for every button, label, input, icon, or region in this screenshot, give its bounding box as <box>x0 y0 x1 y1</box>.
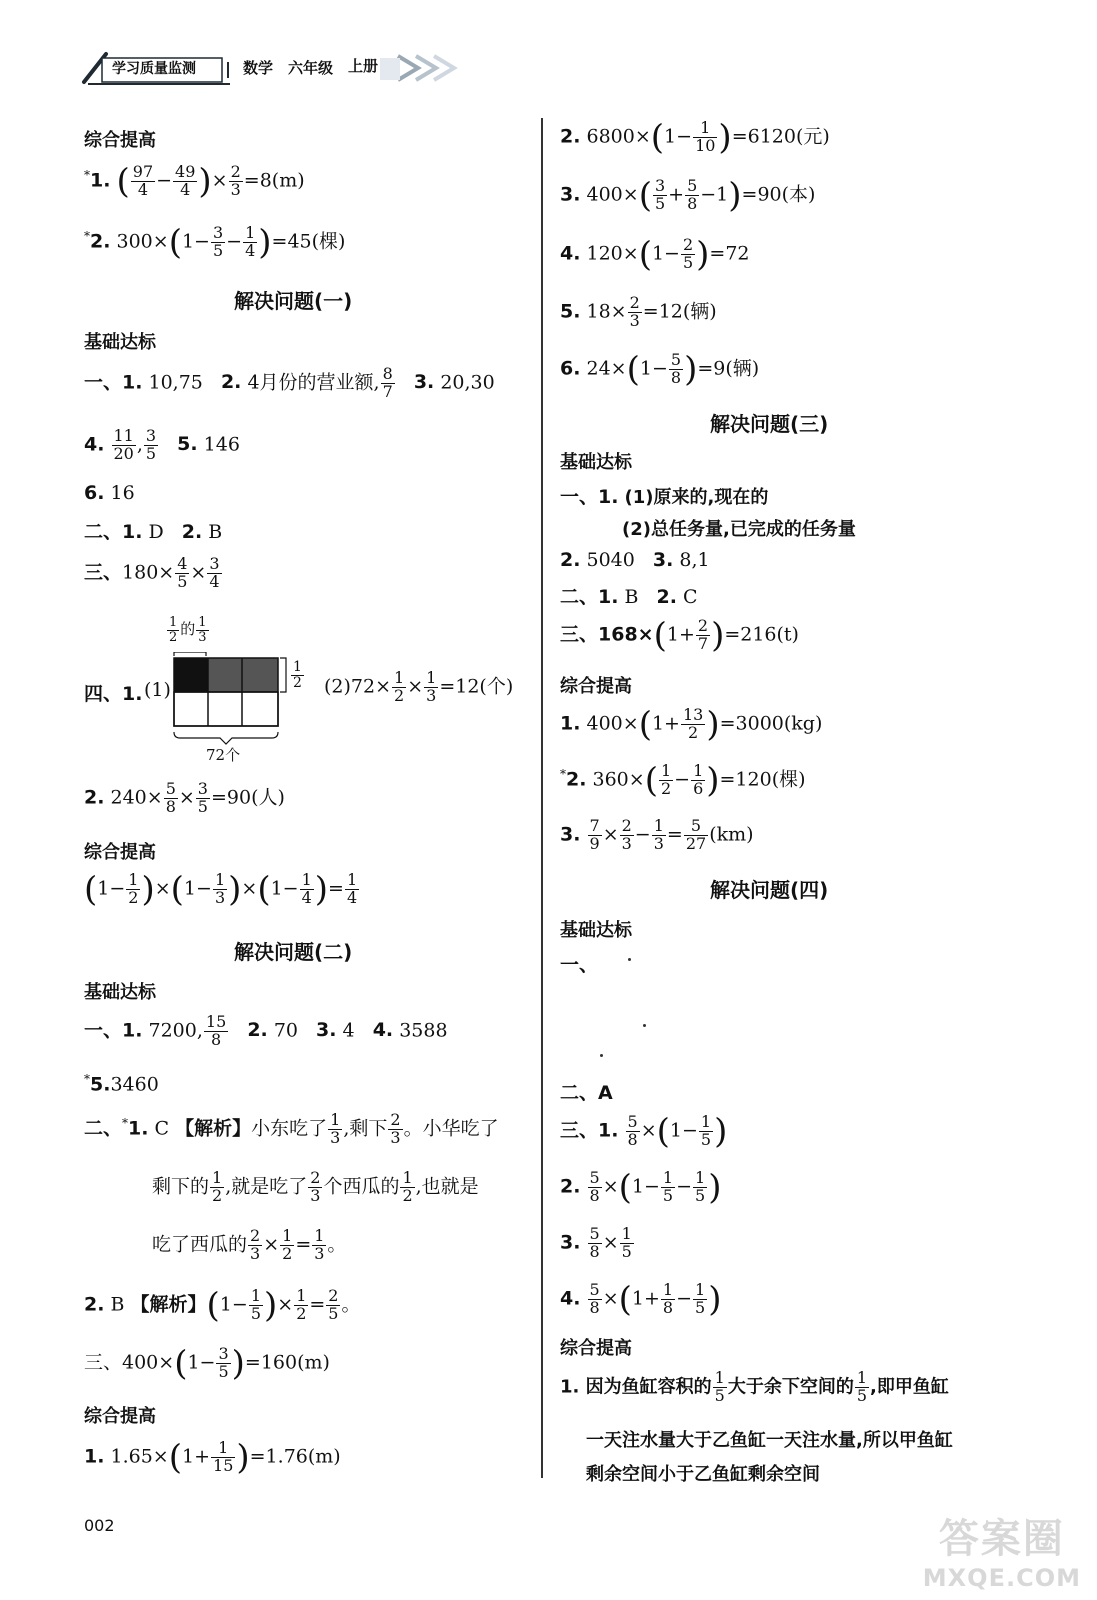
answer-r-f: 二、A <box>560 1082 613 1104</box>
header-badge: 学习质量监测 <box>112 61 196 77</box>
title-problem-solving-2: 解决问题(二) <box>234 940 353 964</box>
title-problem-solving-1: 解决问题(一) <box>234 289 353 313</box>
answer-r-a5: 5. 18× $\frac{2}{3}$ =12(辆) <box>560 293 717 330</box>
answer-r-g4: 4. $\frac{5}{8}$ ×(1+ $\frac{1}{8}$ − $\frac{1}{5}$ ) <box>560 1279 722 1320</box>
header-volume: 上册 <box>348 57 379 75</box>
column-divider <box>541 118 543 1478</box>
answer-r-e1: 一、 <box>560 954 599 976</box>
answer-r-h1-line3: 剩余空间小于乙鱼缸剩余空间 <box>586 1464 820 1485</box>
answer-l-b: 二、1. D 2. B <box>84 521 223 543</box>
answer-l-d-sub2: (2)72× $\frac{1}{2}$ × $\frac{1}{3}$ =12(个) <box>324 668 514 705</box>
answer-zh1-q1: *1. ( $\frac{97}{4}$ − $\frac{49}{4}$ )× $\frac{2}{3}$ =8(m) <box>84 161 305 202</box>
answer-r-a3: 3. 400×( $\frac{3}{5}$ + $\frac{5}{8}$ −1)=90(本) <box>560 175 816 216</box>
answer-m-z1: 1. 1.65×(1+ $\frac{1}{15}$ )=1.76(m) <box>84 1437 341 1478</box>
faint-mark <box>600 1054 603 1057</box>
faint-mark <box>628 958 631 961</box>
answer-r-b1-line2: (2)总任务量,已完成的任务量 <box>622 519 856 540</box>
answer-l-d-sub1: (1) <box>144 679 171 701</box>
section-basic-1: 基础达标 <box>84 332 156 353</box>
section-basic-2: 基础达标 <box>84 982 156 1003</box>
answer-m-c: 三、400×(1− $\frac{3}{5}$ )=160(m) <box>84 1343 330 1384</box>
answer-m-a1: 一、1. 7200, $\frac{15}{8}$ 2. 70 3. 4 4. 3588 <box>84 1012 448 1049</box>
answer-zh2: (1− $\frac{1}{2}$ )×(1− $\frac{1}{3}$ )×(1− $\frac{1}{4}$ )= $\frac{1}{4}$ <box>84 869 358 910</box>
answer-r-h1-line1: 1. 因为鱼缸容积的 $\frac{1}{5}$ 大于余下空间的 $\frac{1}{5}$ ,即甲鱼缸 <box>560 1368 949 1405</box>
answer-l-a4: 4. $\frac{11}{20}$ , $\frac{3}{5}$ 5. 146 <box>84 426 240 463</box>
title-problem-solving-3: 解决问题(三) <box>710 412 829 436</box>
answer-r-z2: *2. 360×( $\frac{1}{2}$ − $\frac{1}{6}$ )=120(棵) <box>560 760 806 801</box>
section-comprehensive-5: 综合提高 <box>560 1338 632 1359</box>
header-subject: 数学 <box>243 59 274 77</box>
answer-r-z1: 1. 400×(1+ $\frac{13}{2}$ )=3000(kg) <box>560 704 823 745</box>
answer-m-b1-line1: 二、*1. C 【解析】小东吃了 $\frac{1}{3}$ ,剩下 $\frac{2}{3}$ 。小华吃了 <box>84 1110 499 1147</box>
answer-r-g1: 三、1. $\frac{5}{8}$ ×(1− $\frac{1}{5}$ ) <box>560 1111 728 1152</box>
title-problem-solving-4: 解决问题(四) <box>710 878 829 902</box>
diagram-bottom-label: 72个 <box>206 746 241 764</box>
answer-r-g3: 3. $\frac{5}{8}$ × $\frac{1}{5}$ <box>560 1224 632 1261</box>
section-comprehensive-4: 综合提高 <box>560 676 632 697</box>
faint-mark <box>643 1024 646 1027</box>
section-basic-3: 基础达标 <box>560 452 632 473</box>
answer-l-d-label: 四、1. <box>84 683 143 705</box>
answer-l-a6: 6. 16 <box>84 482 135 504</box>
answer-m-a5: *5.3460 <box>84 1072 159 1096</box>
answer-r-h1-line2: 一天注水量大于乙鱼缸一天注水量,所以甲鱼缸 <box>586 1430 953 1451</box>
answer-m-b1-line2: 剩下的 $\frac{1}{2}$ ,就是吃了 $\frac{2}{3}$ 个西瓜的 $\frac{1}{2}$ ,也就是 <box>152 1168 479 1205</box>
answer-r-d: 三、168×(1+ $\frac{2}{7}$ )=216(t) <box>560 615 799 656</box>
section-comprehensive-1: 综合提高 <box>84 130 156 151</box>
answer-l-a1: 一、1. 10,75 2. 4月份的营业额, $\frac{8}{7}$ 3. 20,30 <box>84 364 495 401</box>
answer-l-d2: 2. 240× $\frac{5}{8}$ × $\frac{3}{5}$ =90(人) <box>84 779 285 816</box>
answer-r-z3: 3. $\frac{7}{9}$ × $\frac{2}{3}$ − $\frac{1}{3}$ = $\frac{5}{27}$ (km) <box>560 816 754 853</box>
answer-m-b2: 2. B 【解析】(1− $\frac{1}{5}$ )× $\frac{1}{2}$ = $\frac{2}{5}$ 。 <box>84 1285 361 1326</box>
answer-r-g2: 2. $\frac{5}{8}$ ×(1− $\frac{1}{5}$ − $\frac{1}{5}$ ) <box>560 1167 722 1208</box>
answer-r-a2: 2. 6800×(1− $\frac{1}{10}$ )=6120(元) <box>560 117 830 158</box>
answer-r-c: 二、1. B 2. C <box>560 586 698 608</box>
section-basic-4: 基础达标 <box>560 920 632 941</box>
diagram-top-label: $\frac{1}{2}$ 的 $\frac{1}{3}$ <box>169 615 207 645</box>
diagram-side-label: $\frac{1}{2}$ <box>293 659 302 691</box>
answer-r-b1-line1: 一、1. (1)原来的,现在的 <box>560 486 769 508</box>
section-comprehensive-2: 综合提高 <box>84 842 156 863</box>
answer-r-a4: 4. 120×(1− $\frac{2}{5}$ )=72 <box>560 234 750 275</box>
watermark-logo: 答案圈 MXQE.COM <box>922 1516 1081 1592</box>
answer-l-c: 三、180× $\frac{4}{5}$ × $\frac{3}{4}$ <box>84 554 220 591</box>
answer-r-a6: 6. 24×(1− $\frac{5}{8}$ )=9(辆) <box>560 349 760 390</box>
answer-zh1-q2: *2. 300×(1− $\frac{3}{5}$ − $\frac{1}{4}$ )=45(棵) <box>84 222 346 263</box>
header-grade: 六年级 <box>288 59 334 77</box>
section-comprehensive-3: 综合提高 <box>84 1406 156 1427</box>
answer-m-b1-line3: 吃了西瓜的 $\frac{2}{3}$ × $\frac{1}{2}$ = $\frac{1}{3}$ 。 <box>152 1226 347 1263</box>
answer-r-b2: 2. 5040 3. 8,1 <box>560 549 710 571</box>
page-number: 002 <box>84 1516 115 1535</box>
